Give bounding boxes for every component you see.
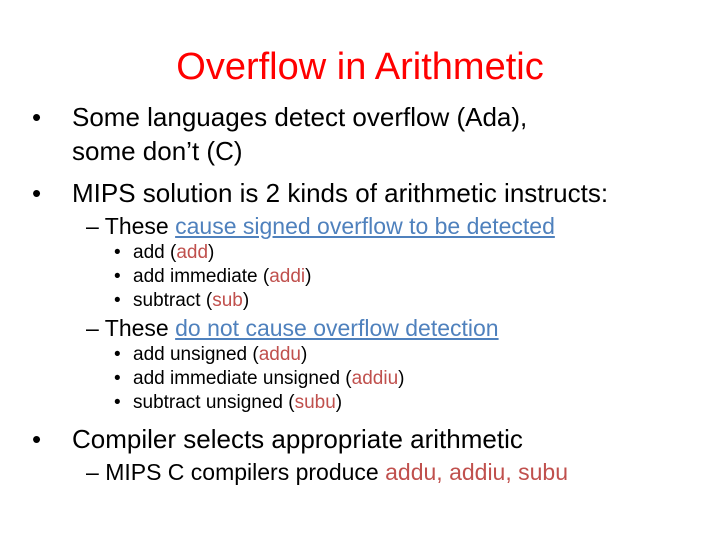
instruction-code: subu xyxy=(294,392,336,413)
item-text: add unsigned ( xyxy=(133,344,259,365)
item-marker: • xyxy=(114,290,121,311)
dash-marker: – xyxy=(86,459,99,485)
bullet-1-text-line-2: some don’t (C) xyxy=(72,136,243,166)
instruction-code: addi xyxy=(269,266,306,287)
compiler-instructions: addu, addiu, subu xyxy=(385,459,569,485)
instruction-code: addiu xyxy=(351,368,399,389)
item-text: ) xyxy=(208,242,215,263)
item-text: add immediate ( xyxy=(133,266,270,287)
item-text: add immediate unsigned ( xyxy=(133,368,352,389)
sub-bullet-signed xyxy=(86,212,555,240)
item-marker: • xyxy=(114,392,121,413)
bullet-marker: • xyxy=(32,178,42,208)
item-subu xyxy=(133,390,342,415)
sub-bullet-prefix: These xyxy=(104,213,176,239)
bullet-3-text: Compiler selects appropriate arithmetic xyxy=(72,424,523,454)
item-text: subtract ( xyxy=(133,290,213,311)
dash-marker: – xyxy=(86,315,99,341)
bullet-1-text-line-1: Some languages detect overflow (Ada), xyxy=(72,102,528,132)
instruction-code: sub xyxy=(212,290,243,311)
signed-overflow-link[interactable]: cause signed overflow to be detected xyxy=(175,213,555,239)
instruction-code: add xyxy=(176,242,209,263)
item-add xyxy=(133,240,214,265)
item-addi xyxy=(133,264,311,289)
item-marker: • xyxy=(114,266,121,287)
item-text: ) xyxy=(335,392,343,413)
bullet-marker: • xyxy=(32,102,42,132)
item-addiu xyxy=(133,366,404,391)
item-marker: • xyxy=(114,242,121,263)
sub-bullet-unsigned xyxy=(86,314,499,342)
item-addu xyxy=(133,342,307,367)
bullet-2-text: MIPS solution is 2 kinds of arithmetic instructs: xyxy=(72,178,609,208)
sub-bullet-prefix: MIPS C compilers produce xyxy=(105,459,386,485)
item-text: ) xyxy=(398,368,405,389)
item-text: ) xyxy=(242,290,250,311)
instruction-code: addu xyxy=(258,344,301,365)
sub-bullet-prefix: These xyxy=(104,315,176,341)
item-text: ) xyxy=(305,266,312,287)
item-text: subtract unsigned ( xyxy=(133,392,295,413)
dash-marker: – xyxy=(86,213,99,239)
item-marker: • xyxy=(114,344,121,365)
item-marker: • xyxy=(114,368,121,389)
no-overflow-link[interactable]: do not cause overflow detection xyxy=(175,315,499,341)
item-text: add ( xyxy=(133,242,177,263)
sub-bullet-compilers xyxy=(86,458,568,486)
bullet-marker: • xyxy=(32,424,42,454)
slide-title: Overflow in Arithmetic xyxy=(176,46,544,88)
item-text: ) xyxy=(301,344,308,365)
item-sub xyxy=(133,288,249,313)
